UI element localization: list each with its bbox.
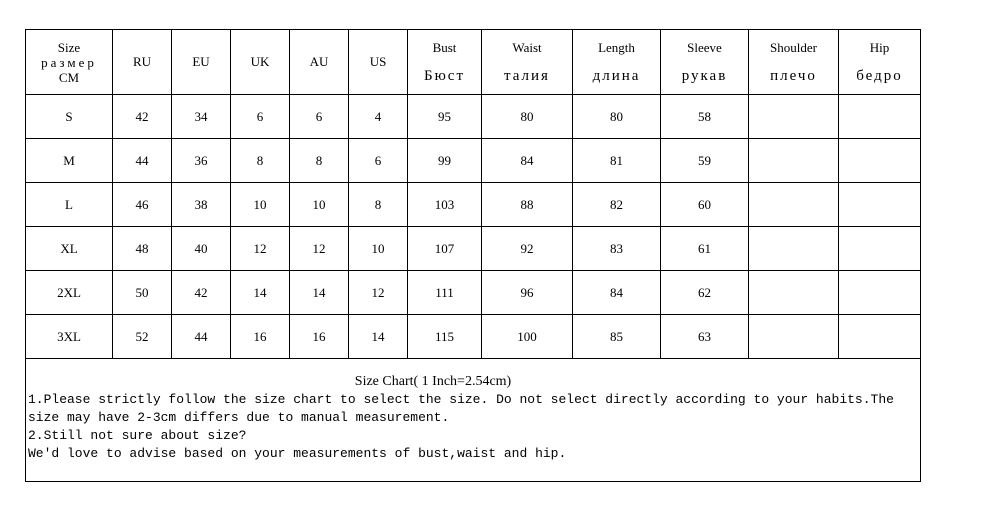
header-row [26, 30, 921, 95]
size-label-cm: CM [58, 69, 80, 85]
hip-cell [839, 271, 921, 315]
au-cell: 14 [290, 271, 349, 315]
eu-cell: 36 [172, 139, 231, 183]
bust-header [408, 30, 482, 95]
ru-cell: 50 [113, 271, 172, 315]
size-chart-table [25, 29, 921, 482]
length-cell: 80 [573, 95, 661, 139]
sleeve-header [661, 30, 749, 95]
au-cell: 8 [290, 139, 349, 183]
ru-cell: 42 [113, 95, 172, 139]
waist-cell: 100 [482, 315, 573, 359]
waist-header [482, 30, 573, 95]
hip-label-en: Hip [869, 39, 890, 55]
shoulder-cell [749, 271, 839, 315]
sleeve-label-en: Sleeve [687, 39, 722, 55]
length-cell: 81 [573, 139, 661, 183]
eu-cell: 44 [172, 315, 231, 359]
au-cell: 10 [290, 183, 349, 227]
us-cell: 14 [349, 315, 408, 359]
ru-cell: 46 [113, 183, 172, 227]
note-line-3: We'd love to advise based on your measurements of bust,waist and hip. [28, 446, 567, 461]
au-header: AU [290, 30, 349, 95]
hip-label-ru: бедро [856, 67, 903, 84]
eu-header: EU [172, 30, 231, 95]
hip-cell [839, 139, 921, 183]
uk-cell: 8 [231, 139, 290, 183]
eu-cell: 40 [172, 227, 231, 271]
size-cell: S [26, 95, 113, 139]
sleeve-cell: 61 [661, 227, 749, 271]
shoulder-cell [749, 139, 839, 183]
au-cell: 6 [290, 95, 349, 139]
waist-cell: 92 [482, 227, 573, 271]
bust-label-en: Bust [432, 39, 457, 55]
waist-label-ru: талия [504, 67, 550, 84]
uk-cell: 10 [231, 183, 290, 227]
shoulder-header [749, 30, 839, 95]
ru-header: RU [113, 30, 172, 95]
us-cell: 8 [349, 183, 408, 227]
ru-cell: 52 [113, 315, 172, 359]
shoulder-cell [749, 183, 839, 227]
size-cell: 3XL [26, 315, 113, 359]
us-header: US [349, 30, 408, 95]
sleeve-cell: 62 [661, 271, 749, 315]
length-header [573, 30, 661, 95]
sleeve-cell: 60 [661, 183, 749, 227]
us-cell: 12 [349, 271, 408, 315]
bust-label-ru: Бюст [423, 67, 466, 84]
hip-header [839, 30, 921, 95]
uk-cell: 14 [231, 271, 290, 315]
bust-cell: 111 [408, 271, 482, 315]
shoulder-cell [749, 95, 839, 139]
uk-header: UK [231, 30, 290, 95]
length-cell: 82 [573, 183, 661, 227]
size-notes [26, 359, 920, 463]
us-cell: 4 [349, 95, 408, 139]
notes-row [26, 359, 921, 482]
eu-cell: 38 [172, 183, 231, 227]
bust-cell: 103 [408, 183, 482, 227]
table-row [26, 139, 921, 183]
size-header [26, 30, 113, 95]
ru-cell: 48 [113, 227, 172, 271]
sleeve-cell: 63 [661, 315, 749, 359]
hip-cell [839, 227, 921, 271]
hip-cell [839, 95, 921, 139]
waist-cell: 84 [482, 139, 573, 183]
shoulder-label-ru: плечо [770, 67, 817, 84]
shoulder-cell [749, 315, 839, 359]
bust-cell: 115 [408, 315, 482, 359]
size-cell: M [26, 139, 113, 183]
eu-cell: 42 [172, 271, 231, 315]
note-line-2: 2.Still not sure about size? [28, 428, 247, 443]
notes-title: Size Chart( 1 Inch=2.54cm) [354, 374, 512, 389]
sleeve-cell: 59 [661, 139, 749, 183]
sleeve-cell: 58 [661, 95, 749, 139]
waist-cell: 80 [482, 95, 573, 139]
shoulder-label-en: Shoulder [770, 39, 817, 55]
us-cell: 6 [349, 139, 408, 183]
waist-label-en: Waist [512, 39, 542, 55]
note-line-1: 1.Please strictly follow the size chart to select the size. Do not select directly according to your habits.The size may have 2-3cm differs due to manual measurement. [28, 392, 894, 425]
bust-cell: 95 [408, 95, 482, 139]
eu-cell: 34 [172, 95, 231, 139]
shoulder-cell [749, 227, 839, 271]
length-cell: 85 [573, 315, 661, 359]
size-label-en: Size [57, 39, 81, 55]
uk-cell: 12 [231, 227, 290, 271]
hip-cell [839, 315, 921, 359]
length-cell: 83 [573, 227, 661, 271]
length-label-en: Length [598, 39, 635, 55]
notes-cell [26, 359, 921, 482]
hip-cell [839, 183, 921, 227]
size-cell: XL [26, 227, 113, 271]
ru-cell: 44 [113, 139, 172, 183]
au-cell: 12 [290, 227, 349, 271]
size-cell: L [26, 183, 113, 227]
uk-cell: 6 [231, 95, 290, 139]
bust-cell: 107 [408, 227, 482, 271]
au-cell: 16 [290, 315, 349, 359]
size-label-ru: размер [41, 54, 97, 70]
us-cell: 10 [349, 227, 408, 271]
table-row [26, 95, 921, 139]
size-cell: 2XL [26, 271, 113, 315]
length-label-ru: длина [592, 67, 641, 84]
waist-cell: 96 [482, 271, 573, 315]
table-row [26, 183, 921, 227]
length-cell: 84 [573, 271, 661, 315]
bust-cell: 99 [408, 139, 482, 183]
uk-cell: 16 [231, 315, 290, 359]
table-row [26, 315, 921, 359]
waist-cell: 88 [482, 183, 573, 227]
table-row [26, 227, 921, 271]
table-row [26, 271, 921, 315]
sleeve-label-ru: рукав [681, 67, 728, 84]
